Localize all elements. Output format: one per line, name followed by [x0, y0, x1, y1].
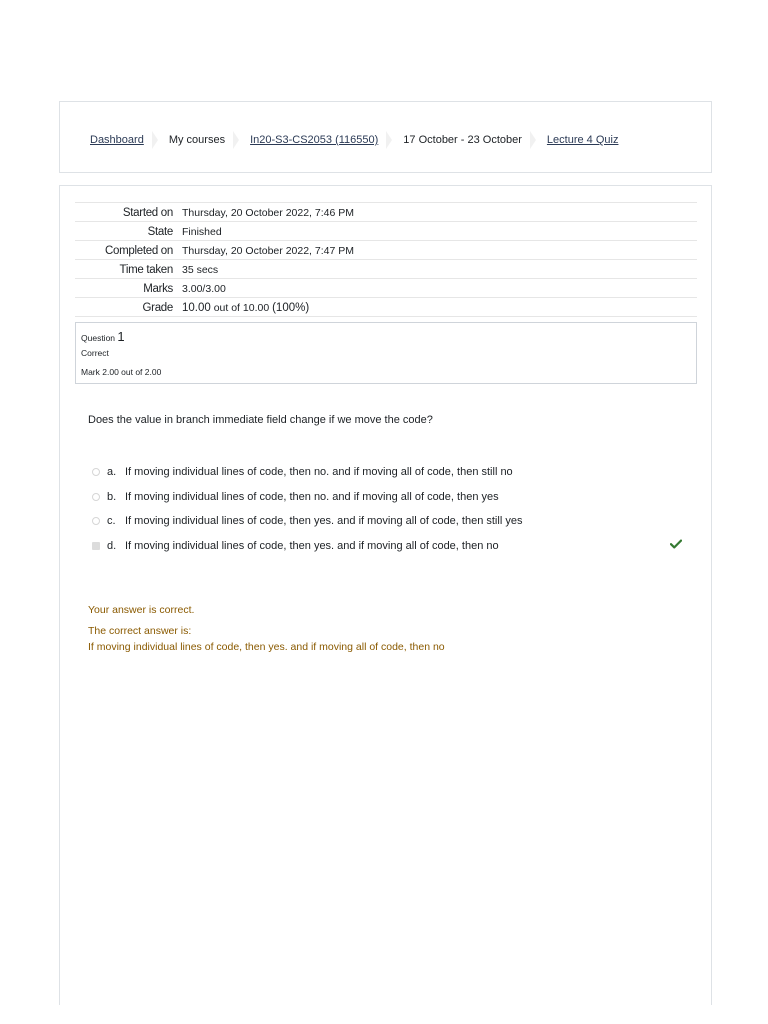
summary-row-state [75, 222, 697, 241]
grade-percent: (100%) [272, 301, 310, 314]
breadcrumb-separator [152, 131, 158, 149]
question-info-box [75, 322, 697, 384]
answer-text: If moving individual lines of code, then yes. and if moving all of code, then no [125, 539, 499, 552]
answer-text: If moving individual lines of code, then no. and if moving all of code, then still no [125, 466, 513, 479]
answer-option-a [92, 460, 682, 485]
answer-letter: b. [107, 490, 117, 503]
summary-row-marks [75, 279, 697, 298]
answer-radio-b[interactable] [92, 493, 100, 501]
summary-row-time-taken [75, 260, 697, 279]
feedback-section [88, 604, 445, 657]
answer-letter: c. [107, 515, 116, 528]
breadcrumb [90, 131, 618, 149]
question-state: Correct [81, 348, 109, 358]
breadcrumb-separator [233, 131, 239, 149]
summary-row-grade [75, 298, 697, 317]
summary-value: Finished [182, 225, 222, 238]
summary-label: Started on [122, 206, 173, 219]
question-text: Does the value in branch immediate field change if we move the code? [88, 414, 433, 426]
summary-grade-value [182, 298, 697, 317]
question-mark: Mark 2.00 out of 2.00 [81, 367, 162, 377]
answer-letter: a. [107, 466, 117, 479]
summary-label: State [147, 225, 173, 238]
breadcrumb-my-courses: My courses [168, 134, 226, 146]
feedback-answer-text: If moving individual lines of code, then yes. and if moving all of code, then no [88, 641, 445, 653]
feedback-correct-message: Your answer is correct. [88, 604, 195, 616]
summary-label: Time taken [119, 263, 173, 276]
answer-letter: d. [107, 539, 117, 552]
feedback-answer-label: The correct answer is: [88, 625, 192, 637]
summary-label: Marks [143, 282, 173, 295]
answer-options [92, 460, 682, 558]
question-prefix: Question [81, 333, 116, 343]
summary-value: Thursday, 20 October 2022, 7:46 PM [182, 206, 354, 219]
breadcrumb-course-link[interactable]: In20-S3-CS2053 (116550) [250, 134, 379, 146]
breadcrumb-quiz-link[interactable]: Lecture 4 Quiz [546, 134, 619, 146]
attempt-summary-table [75, 202, 697, 317]
breadcrumb-panel [59, 101, 712, 173]
answer-text: If moving individual lines of code, then no. and if moving all of code, then yes [125, 490, 499, 503]
answer-option-d [92, 534, 682, 559]
summary-label: Completed on [105, 244, 173, 257]
answer-radio-a[interactable] [92, 468, 100, 476]
check-icon [670, 539, 682, 552]
quiz-review-panel [59, 185, 712, 1005]
summary-value: 3.00/3.00 [182, 282, 226, 295]
summary-row-completed [75, 241, 697, 260]
answer-text: If moving individual lines of code, then yes. and if moving all of code, then still yes [125, 515, 523, 528]
summary-value: Thursday, 20 October 2022, 7:47 PM [182, 244, 354, 257]
question-number [81, 329, 125, 344]
breadcrumb-separator [386, 131, 392, 149]
breadcrumb-week: 17 October - 23 October [403, 134, 522, 146]
answer-option-c [92, 509, 682, 534]
summary-value: 35 secs [182, 263, 219, 276]
grade-out-of: out of 10.00 [213, 301, 270, 314]
breadcrumb-dashboard-link[interactable]: Dashboard [90, 134, 144, 146]
grade-score: 10.00 [182, 301, 211, 314]
answer-radio-d[interactable] [92, 542, 100, 550]
question-number-value: 1 [117, 329, 125, 344]
answer-radio-c[interactable] [92, 517, 100, 525]
breadcrumb-separator [530, 131, 536, 149]
summary-label: Grade [142, 301, 173, 314]
answer-option-b [92, 485, 682, 510]
summary-row-started [75, 203, 697, 222]
